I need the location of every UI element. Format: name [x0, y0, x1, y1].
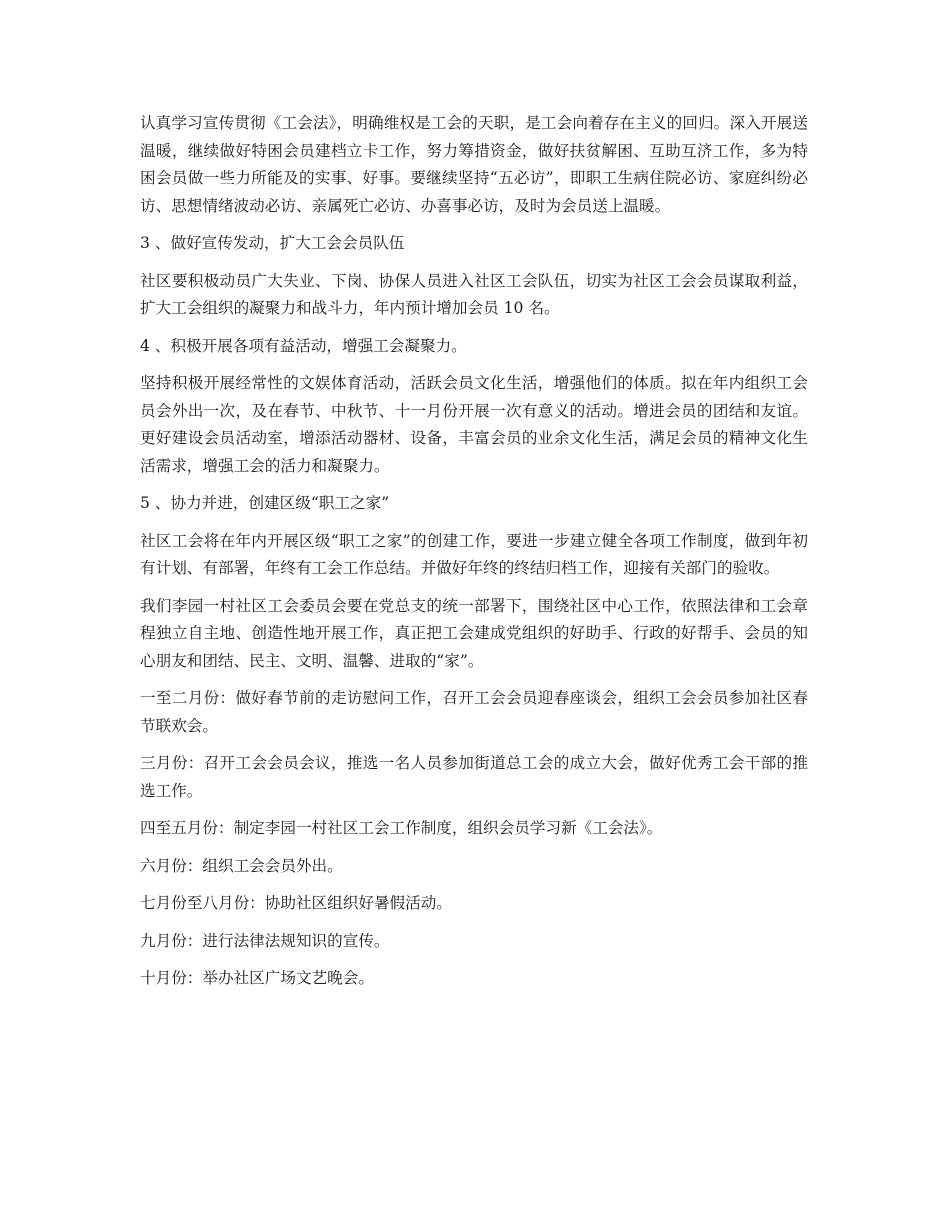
paragraph-kuoda-duiwu: 社区要积极动员广大失业、下岗、协保人员进入社区工会队伍，切实为社区工会会员谋取利益，扩大工会组织的凝聚力和战斗力，年内预计增加会员 10 名。: [140, 271, 808, 317]
schedule-jul-aug: 七月份至八月份：协助社区组织好暑假活动。: [140, 894, 452, 912]
schedule-jun: 六月份：组织工会会员外出。: [140, 856, 343, 875]
paragraph-summary: 我们李园一村社区工会委员会要在党总支的统一部署下，围绕社区中心工作，依照法律和工会章程独立自主地、创造性地开展工作，真正把工会建成党组织的好助手、行政的好帮手、会员的知心朋友和团结、民主、文明、温馨、进取的“家”。: [140, 596, 808, 670]
section-heading-4: 4 、积极开展各项有益活动，增强工会凝聚力。: [140, 336, 467, 355]
schedule-oct: 十月份：举办社区广场文艺晚会。: [140, 969, 374, 987]
paragraph-wenyu-huodong: 坚持积极开展经常性的文娱体育活动，活跃会员文化生活，增强他们的体质。拟在年内组织工会员会外出一次，及在春节、中秋节、十一月份开展一次有意义的活动。增进会员的团结和友谊。更好建设会员活动室，增添活动器材、设备，丰富会员的业余文化生活，满足会员的精神文化生活需求，增强工会的活力和凝聚力。: [140, 374, 808, 475]
schedule-sep: 九月份：进行法律法规知识的宣传。: [140, 931, 390, 950]
schedule-jan-feb: 一至二月份：做好春节前的走访慰问工作，召开工会会员迎春座谈会，组织工会会员参加社区春节联欢会。: [140, 689, 808, 735]
paragraph-zhigong-zhijia: 社区工会将在年内开展区级“职工之家”的创建工作，要进一步建立健全各项工作制度，做到年初有计划、有部署，年终有工会工作总结。并做好年终的终结归档工作，迎接有关部门的验收。: [140, 531, 808, 577]
section-heading-5: 5 、协力并进，创建区级“职工之家”: [140, 494, 390, 512]
paragraph-weiquan: 认真学习宣传贯彻《工会法》，明确维权是工会的天职，是工会向着存在主义的回归。深入开展送温暖，继续做好特困会员建档立卡工作，努力筹措资金，做好扶贫解困、互助互济工作，多为特困会员做一些力所能及的实事、好事。要继续坚持“五必访”，即职工生病住院必访、家庭纠纷必访、思想情绪波动必访、亲属死亡必访、办喜事必访，及时为会员送上温暖。: [140, 114, 808, 215]
document-page: [140, 110, 808, 1003]
schedule-apr-may: 四至五月份：制定李园一村社区工会工作制度，组织会员学习新《工会法》。: [140, 819, 663, 837]
section-heading-3: 3 、做好宣传发动，扩大工会会员队伍: [140, 234, 405, 252]
schedule-mar: 三月份：召开工会会员会议，推选一名人员参加街道总工会的成立大会，做好优秀工会干部的推选工作。: [140, 754, 808, 800]
